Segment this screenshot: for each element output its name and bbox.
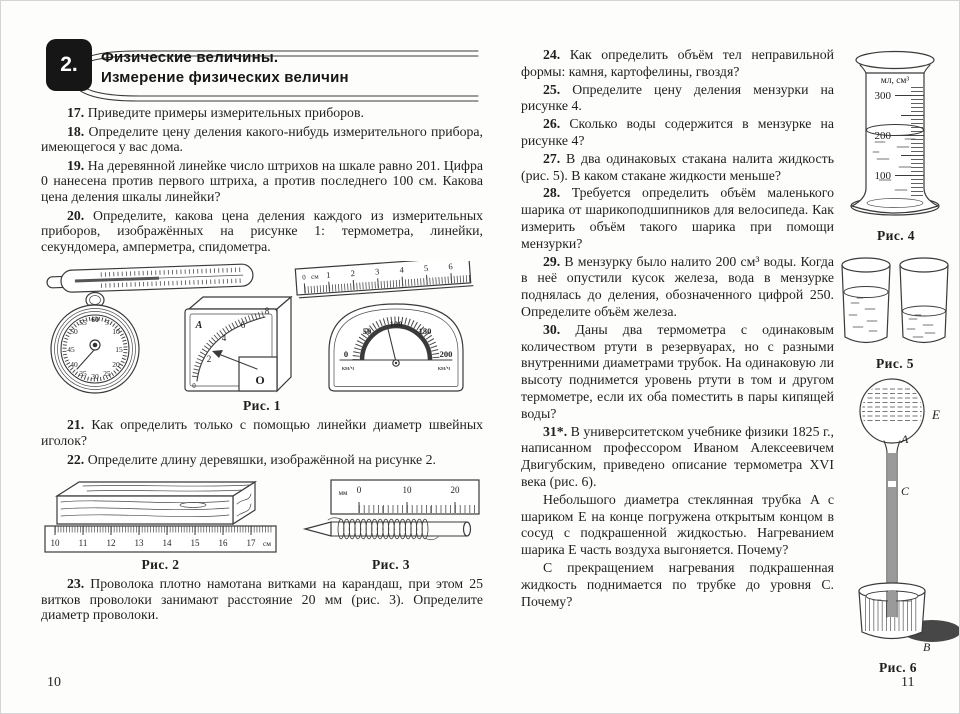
speedometer-label: 100 [389, 319, 403, 330]
figure-2 [43, 474, 278, 573]
ruler-number: 16 [218, 538, 228, 549]
stopwatch-figure [51, 293, 139, 394]
stopwatch-number: 40 [70, 360, 78, 370]
ruler-figure [295, 261, 473, 298]
ruler-number: 20 [450, 485, 460, 496]
label-vessel-B: B [923, 640, 931, 654]
stopwatch-number: 25 [103, 369, 111, 379]
stopwatch-number: 10 [112, 327, 120, 337]
speedometer-unit: км/ч [437, 365, 451, 373]
ruler-number: 4 [399, 264, 405, 276]
ruler-number: 17 [246, 538, 256, 549]
ammeter-terminal: O [255, 373, 265, 388]
problem-27: 27. В два одинаковых стакана налита жидкость (рис. 5). В каком стакане жидкости меньше? [521, 150, 834, 183]
stopwatch-number: 15 [115, 345, 123, 355]
ruler-unit: см [310, 272, 319, 282]
label-bulb-E: E [932, 407, 940, 422]
problem-28: 28. Требуется определить объём маленького шарика от шарикоподшипников для велосипеда. Как измерить объём такого шарика при помощи мензурки? [521, 185, 835, 251]
problem-29: 29. В мензурку было налито 200 см³ воды. Когда в неё опустили кусок железа, вода в мензурке поднялась до деления, обозначенного цифрой 250. Определите объём железа. [521, 253, 834, 319]
ruler-number: 0 [356, 485, 362, 496]
ruler-number: 15 [190, 538, 200, 549]
problem-30: 30. Даны два термометра с одинаковым количеством ртути в резервуарах, но с разными внутренними диаметрами трубок. На одинаковую ли высоту поднимется уровень ртути в том и другом термометре, если их оба поместить в пары кипящей воды? [521, 321, 834, 421]
stopwatch-number: 45 [67, 345, 75, 355]
figure-5-glasses [839, 255, 951, 351]
problem-31-continued-2: С прекращением нагревания подкрашенная жидкость поднимается по трубке до уровня C. Почему? [521, 559, 834, 609]
stopwatch-number: 50 [70, 327, 78, 337]
ruler-number: 2 [350, 268, 356, 279]
stopwatch-number: 20 [112, 360, 120, 370]
chapter-title [101, 48, 349, 88]
figure-6 [835, 369, 960, 655]
figure-6-caption: Рис. 6 [879, 660, 917, 675]
ammeter-zero: 0 [192, 382, 196, 391]
figure-1 [41, 261, 483, 414]
problem-26: 26. Сколько воды содержится в мензурке на рисунке 4? [521, 116, 835, 148]
figure-3 [301, 474, 481, 573]
ruler-number: 10 [50, 538, 60, 549]
label-level-C: C [901, 484, 910, 498]
figure-5-caption: Рис. 5 [876, 356, 914, 371]
speedometer-label: 50 [362, 326, 372, 337]
stopwatch-number: 60 [91, 315, 99, 325]
ruler-unit: см [262, 539, 272, 549]
figure-3-wire-coil [301, 474, 481, 554]
ruler-number: 12 [106, 538, 116, 549]
ruler-number: 6 [448, 261, 453, 272]
speedometer-unit: км/ч [341, 365, 355, 373]
beaker-unit-label: мл, см³ [880, 76, 910, 86]
ammeter-label: 6 [240, 320, 246, 331]
chapter-title-line2: Измерение физических величин [101, 69, 349, 86]
speedometer-label: 150 [418, 326, 432, 337]
ammeter-label: 2 [206, 354, 212, 365]
thermometer-figure [47, 264, 254, 293]
problem-24: 24. Как определить объём тел неправильной формы: камня, картофелины, гвоздя? [521, 47, 834, 79]
problem-31: 31*. В университетском учебнике физики 1825 г., написанном профессором Иваном Алексеевичем Двигубским, приведено описание термометра XVI века (рис. 6). [521, 423, 834, 489]
speedometer-figure [329, 304, 463, 391]
figure-1-instruments [41, 261, 483, 395]
chapter-number: 2. [60, 53, 78, 76]
speedometer-label: 200 [439, 349, 453, 360]
stopwatch-number: 30 [91, 372, 99, 382]
ammeter-label: 4 [221, 333, 227, 344]
problem-23: 23. Проволока плотно намотана витками на карандаш, при этом 25 витков проволоки занимают расстояние 20 мм (рис. 3). Определите диаметр проволоки. [41, 576, 483, 623]
stopwatch-number: 35 [79, 369, 87, 379]
ruler-number: 10 [402, 485, 412, 496]
ruler-number: 11 [78, 538, 88, 549]
problem-31-continued: Небольшого диаметра стеклянная трубка A с шариком E на конце погружена открытым концом в сосуд с подкрашенной жидкостью. Нагреванием шарика E часть воздуха выгоняется. Почему? [521, 491, 834, 558]
figure-2-wood-block [43, 474, 278, 554]
speedometer-label: 0 [343, 349, 349, 360]
problem-17: 17. Приведите примеры измерительных приборов. [67, 105, 364, 120]
figure-5 [839, 255, 951, 351]
figure-2-caption: Рис. 2 [141, 557, 180, 573]
label-tube-A: A [901, 432, 909, 446]
problem-22: 22. Определите длину деревяшки, изображённой на рисунке 2. [67, 451, 436, 467]
beaker-scale-number: 100 [874, 170, 891, 182]
ammeter-label: 8 [264, 306, 270, 317]
ammeter-unit: A [195, 320, 203, 332]
problem-19: 19. На деревянной линейке число штрихов на шкале равно 201. Цифра 0 нанесена против первого штриха, а против последнего 100 см. Какова цена деления шкалы линейки? [41, 157, 484, 204]
ruler-number: 1 [325, 269, 331, 281]
stopwatch-number: 5 [105, 318, 109, 328]
figure-2-3-row [43, 474, 481, 573]
left-page-column [41, 105, 483, 623]
figure-3-caption: Рис. 3 [372, 557, 410, 573]
problem-21: 21. Как определить только с помощью линейки диаметр швейных иголок? [41, 417, 484, 448]
chapter-title-line1: Физические величины. [101, 49, 279, 66]
ruler-unit: мм [338, 489, 348, 498]
ruler-number: 13 [134, 538, 144, 549]
ruler-number: 5 [423, 263, 429, 274]
ruler-number: 14 [162, 538, 172, 549]
figure-1-caption: Рис. 1 [243, 398, 281, 414]
problem-20: 20. Определите, какова цена деления каждого из измерительных приборов, изображённых на рисунке 1: термометра, линейки, секундомера, амперметра, спидометра. [41, 207, 483, 254]
ammeter-figure [185, 297, 291, 391]
figure-4 [837, 47, 955, 221]
figure-4-beaker [837, 47, 955, 221]
stopwatch-number: 55 [79, 318, 87, 328]
ruler-number: 3 [374, 266, 380, 277]
figure-4-caption: Рис. 4 [877, 228, 915, 243]
figure-6-thermoscope [835, 369, 960, 655]
problem-18: 18. Определите цену деления какого-нибудь измерительного прибора, имеющегося у вас дома. [41, 123, 484, 155]
page-number-right: 11 [901, 675, 915, 690]
beaker-scale-number: 300 [874, 90, 891, 102]
right-page-column [521, 47, 834, 610]
chapter-number-badge [46, 39, 92, 91]
problem-25: 25. Определите цену деления мензурки на рисунке 4. [521, 81, 834, 114]
ruler-zero: 0 [301, 273, 306, 282]
page-number-left: 10 [47, 675, 61, 690]
beaker-scale-number: 200 [874, 130, 891, 142]
